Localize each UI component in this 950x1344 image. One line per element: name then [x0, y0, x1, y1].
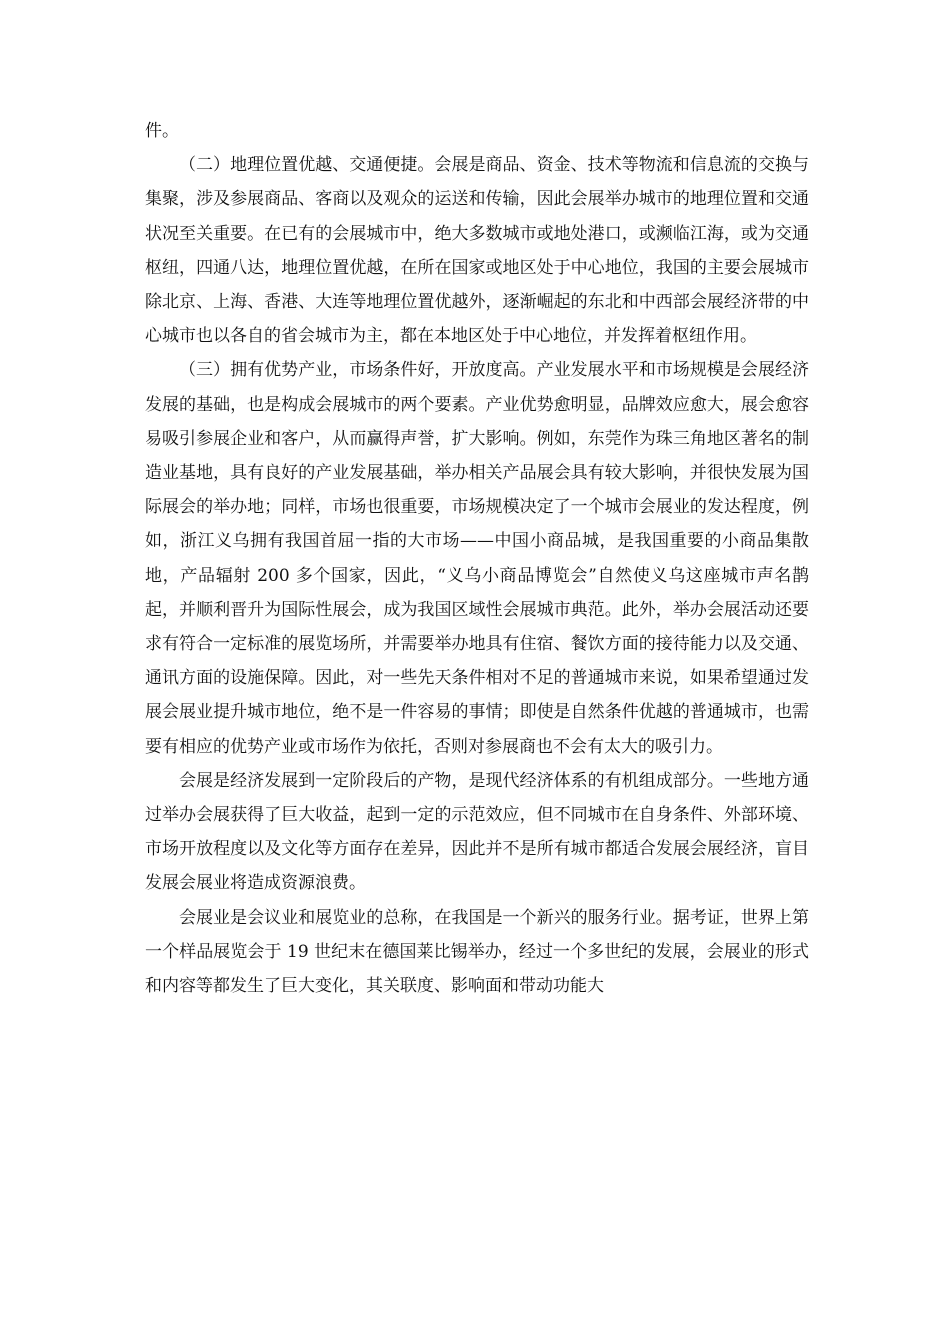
paragraph-economic-stage: 会展是经济发展到一定阶段后的产物，是现代经济体系的有机组成部分。一些地方通过举办会展获得了巨大收益，起到一定的示范效应，但不同城市在自身条件、外部环境、市场开放程度以及文化等方面存在差异，因此并不是所有城市都适合发展会展经济，盲目发展会展业将造成资源浪费。: [145, 770, 809, 894]
paragraph-continuation: 件。: [145, 121, 179, 141]
document-body: [145, 114, 809, 1003]
paragraph-industry-market: （三）拥有优势产业，市场条件好，开放度高。产业发展水平和市场规模是会展经济发展的基础，也是构成会展城市的两个要素。产业优势愈明显，品牌效应愈大，展会愈容易吸引参展企业和客户，从而赢得声誉，扩大影响。例如，东莞作为珠三角地区著名的制造业基地，具有良好的产业发展基础，举办相关产品展会具有较大影响，并很快发展为国际展会的举办地；同样，市场也很重要，市场规模决定了一个城市会展业的发达程度，例如，浙江义乌拥有我国首屈一指的大市场——中国小商品城，是我国重要的小商品集散地，产品辐射 200 多个国家，因此，“义乌小商品博览会”自然使义乌这座城市声名鹊起，并顺利晋升为国际性展会，成为我国区域性会展城市典范。此外，举办会展活动还要求有符合一定标准的展览场所，并需要举办地具有住宿、餐饮方面的接待能力以及交通、通讯方面的设施保障。因此，对一些先天条件相对不足的普通城市来说，如果希望通过发展会展业提升城市地位，绝不是一件容易的事情；即使是自然条件优越的普通城市，也需要有相应的优势产业或市场作为依托，否则对参展商也不会有太大的吸引力。: [145, 360, 809, 757]
paragraph-exhibition-industry: 会展业是会议业和展览业的总称，在我国是一个新兴的服务行业。据考证，世界上第一个样品展览会于 19 世纪末在德国莱比锡举办，经过一个多世纪的发展，会展业的形式和内容等都发生了巨大变化，其关联度、影响面和带动功能大: [145, 907, 809, 997]
paragraph-geography-transport: （二）地理位置优越、交通便捷。会展是商品、资金、技术等物流和信息流的交换与集聚，涉及参展商品、客商以及观众的运送和传输，因此会展举办城市的地理位置和交通状况至关重要。在已有的会展城市中，绝大多数城市或地处港口，或濒临江海，或为交通枢纽，四通八达，地理位置优越，在所在国家或地区处于中心地位，我国的主要会展城市除北京、上海、香港、大连等地理位置优越外，逐渐崛起的东北和中西部会展经济带的中心城市也以各自的省会城市为主，都在本地区处于中心地位，并发挥着枢纽作用。: [145, 155, 809, 347]
